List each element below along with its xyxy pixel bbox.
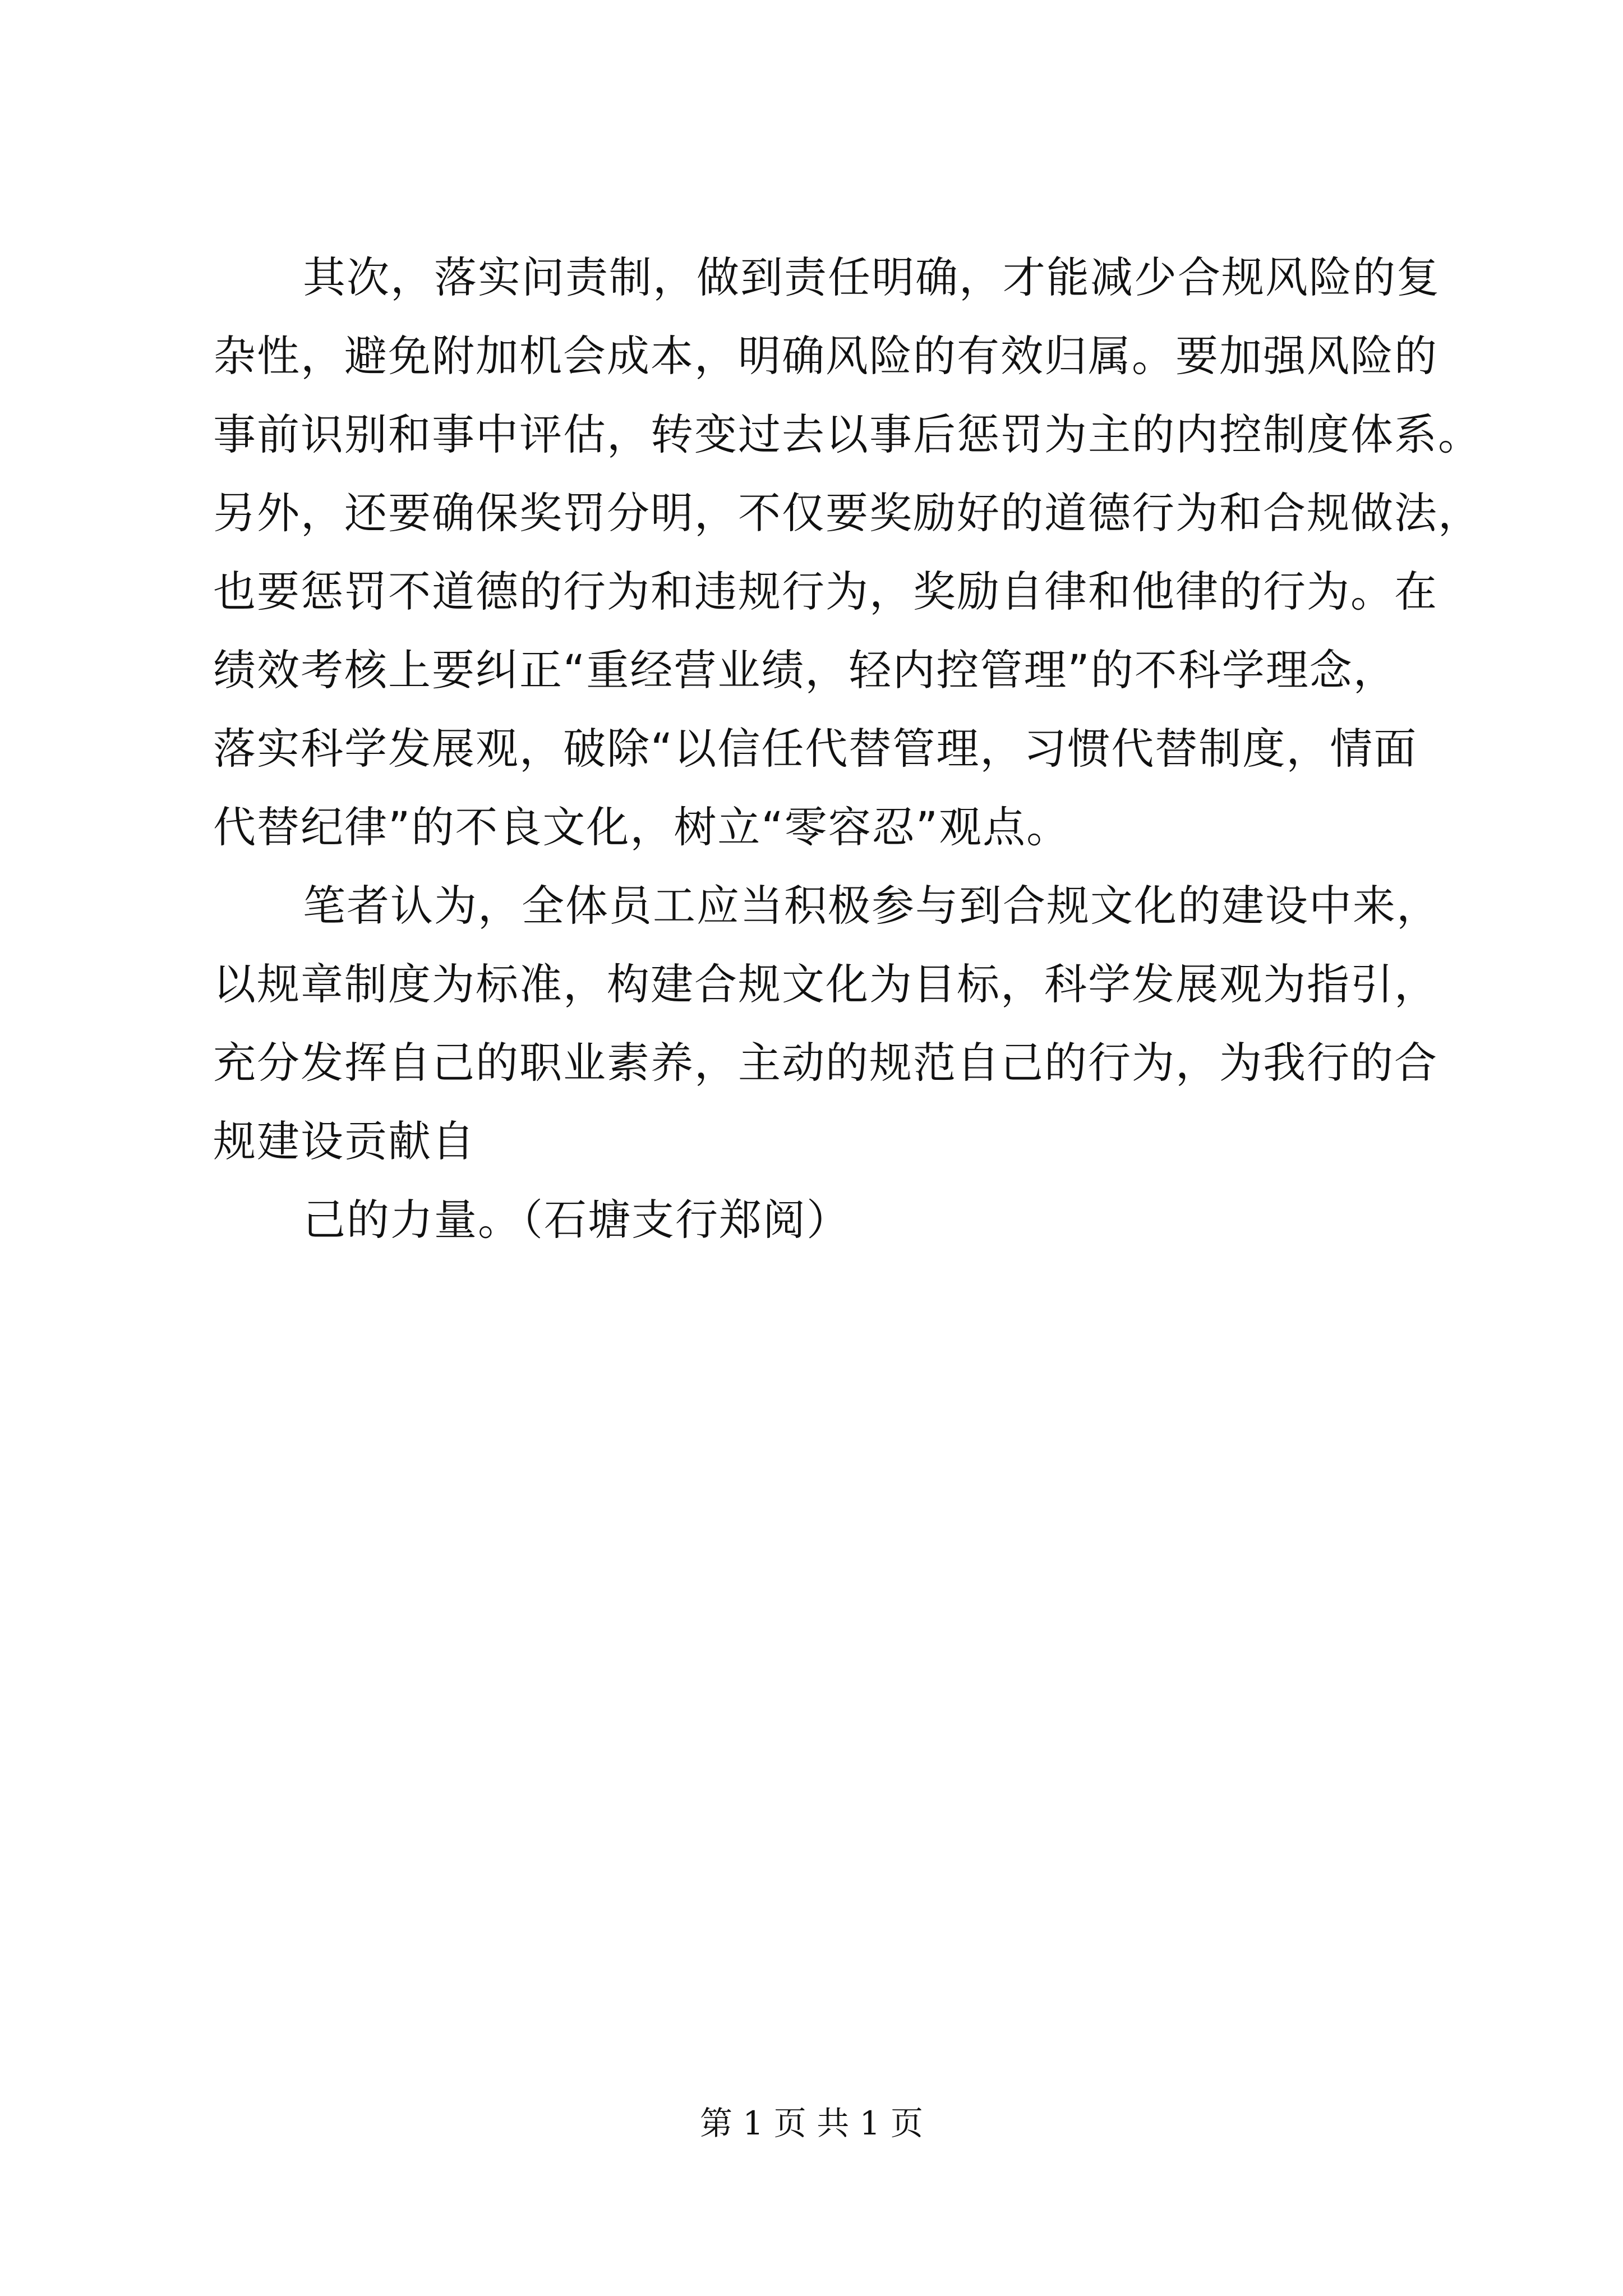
text-line-8: 代替纪律”的不良文化，树立“零容忍”观点。 xyxy=(213,802,1071,852)
text-line-7: 落实科学发展观，破除“以信任代替管理，习惯代替制度，情面 xyxy=(213,724,1418,774)
page-footer xyxy=(0,2101,1623,2146)
text-line-11: 充分发挥自己的职业素养，主动的规范自己的行为，为我行的合 xyxy=(213,1038,1438,1088)
text-line-4: 另外，还要确保奖罚分明，不仅要奖励好的道德行为和合规做法， xyxy=(213,488,1482,538)
text-line-1: 其次，落实问责制，做到责任明确，才能减少合规风险的复 xyxy=(303,252,1440,302)
text-line-10: 以规章制度为标准，构建合规文化为目标，科学发展观为指引， xyxy=(213,959,1438,1009)
text-line-3: 事前识别和事中评估，转变过去以事后惩罚为主的内控制度体系。 xyxy=(213,409,1482,459)
text-line-6: 绩效考核上要纠正“重经营业绩，轻内控管理”的不科学理念， xyxy=(213,645,1397,695)
text-line-13: 己的力量。（石塘支行郑阅） xyxy=(303,1195,850,1245)
text-line-9: 笔者认为，全体员工应当积极参与到合规文化的建设中来， xyxy=(303,881,1440,931)
page-number-label: 第 1 页 共 1 页 xyxy=(700,2104,923,2142)
text-line-12: 规建设贡献自 xyxy=(213,1116,476,1166)
document-body xyxy=(213,238,1481,1259)
text-line-2: 杂性，避免附加机会成本，明确风险的有效归属。要加强风险的 xyxy=(213,331,1438,381)
text-line-5: 也要惩罚不道德的行为和违规行为，奖励自律和他律的行为。在 xyxy=(213,567,1438,616)
